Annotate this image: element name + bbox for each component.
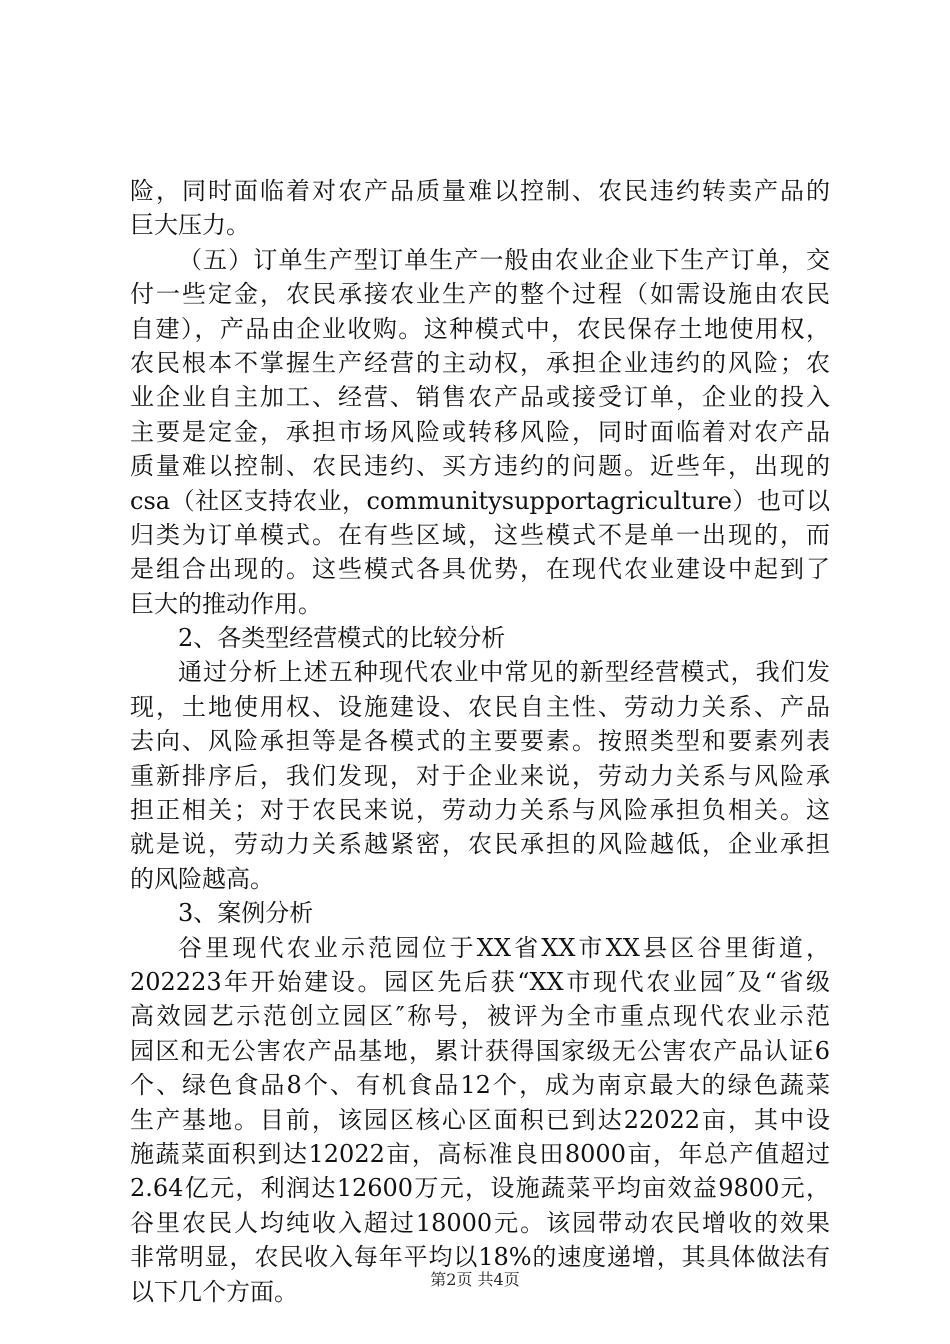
text-line: 农民根本不掌握生产经营的主动权，承担企业违约的风险；农 xyxy=(130,348,830,377)
text-line: 现，土地使用权、设施建设、农民自主性、劳动力关系、产品 xyxy=(130,692,830,721)
text-line: 主要是定金，承担市场风险或转移风险，同时面临着对农产品 xyxy=(130,417,830,446)
text-line: 谷里农民人均纯收入超过18000元。该园带动农民增收的效果 xyxy=(130,1208,830,1237)
text-line: 2.64亿元，利润达12600万元，设施蔬菜平均亩效益9800元， xyxy=(130,1174,830,1203)
text-line: 担正相关；对于农民来说，劳动力关系与风险承担负相关。这 xyxy=(130,796,830,825)
text-line: 业企业自主加工、经营、销售农产品或接受订单，企业的投入 xyxy=(130,383,830,412)
text-line: 就是说，劳动力关系越紧密，农民承担的风险越低，企业承担 xyxy=(130,830,830,859)
document-body xyxy=(130,174,830,1309)
text-line: 通过分析上述五种现代农业中常见的新型经营模式，我们发 xyxy=(178,658,830,687)
text-line: csa（社区支持农业，communitysupportagriculture）也可以 xyxy=(130,486,830,515)
text-line: 重新排序后，我们发现，对于企业来说，劳动力关系与风险承 xyxy=(130,761,830,790)
text-line: 质量难以控制、农民违约、买方违约的问题。近些年，出现的 xyxy=(130,452,830,481)
text-line: 非常明显，农民收入每年平均以18%的速度递增，其具体做法有 xyxy=(130,1243,830,1272)
section-heading: 3、案例分析 xyxy=(178,899,314,928)
text-line: 高效园艺示范创立园区″称号，被评为全市重点现代农业示范 xyxy=(130,1002,830,1031)
text-line: （五）订单生产型订单生产一般由农业企业下生产订单，交 xyxy=(178,245,830,274)
text-line: 自建），产品由企业收购。这种模式中，农民保存土地使用权， xyxy=(130,314,830,343)
text-line: 202223年开始建设。园区先后获“XX市现代农业园″及“省级 xyxy=(130,967,830,996)
section-heading: 2、各类型经营模式的比较分析 xyxy=(178,624,506,653)
text-line: 园区和无公害农产品基地，累计获得国家级无公害农产品认证6 xyxy=(130,1036,830,1065)
text-line: 生产基地。目前，该园区核心区面积已到达22022亩，其中设 xyxy=(130,1105,830,1134)
text-line: 巨大的推动作用。 xyxy=(130,589,322,618)
text-line: 是组合出现的。这些模式各具优势，在现代农业建设中起到了 xyxy=(130,555,830,584)
text-line: 归类为订单模式。在有些区域，这些模式不是单一出现的，而 xyxy=(130,520,830,549)
text-line: 去向、风险承担等是各模式的主要要素。按照类型和要素列表 xyxy=(130,727,830,756)
text-line: 付一些定金，农民承接农业生产的整个过程（如需设施由农民 xyxy=(130,280,830,309)
text-line: 的风险越高。 xyxy=(130,864,274,893)
text-line: 施蔬菜面积到达12022亩，高标准良田8000亩，年总产值超过 xyxy=(130,1139,830,1168)
text-line: 险，同时面临着对农产品质量难以控制、农民违约转卖产品的 xyxy=(130,177,830,205)
text-line: 以下几个方面。 xyxy=(130,1277,298,1306)
page-number: 第2页 共4页 xyxy=(430,1270,520,1289)
text-line: 谷里现代农业示范园位于XX省XX市XX县区谷里街道， xyxy=(178,933,830,962)
text-line: 巨大压力。 xyxy=(130,211,250,240)
text-line: 个、绿色食品8个、有机食品12个，成为南京最大的绿色蔬菜 xyxy=(130,1071,830,1100)
